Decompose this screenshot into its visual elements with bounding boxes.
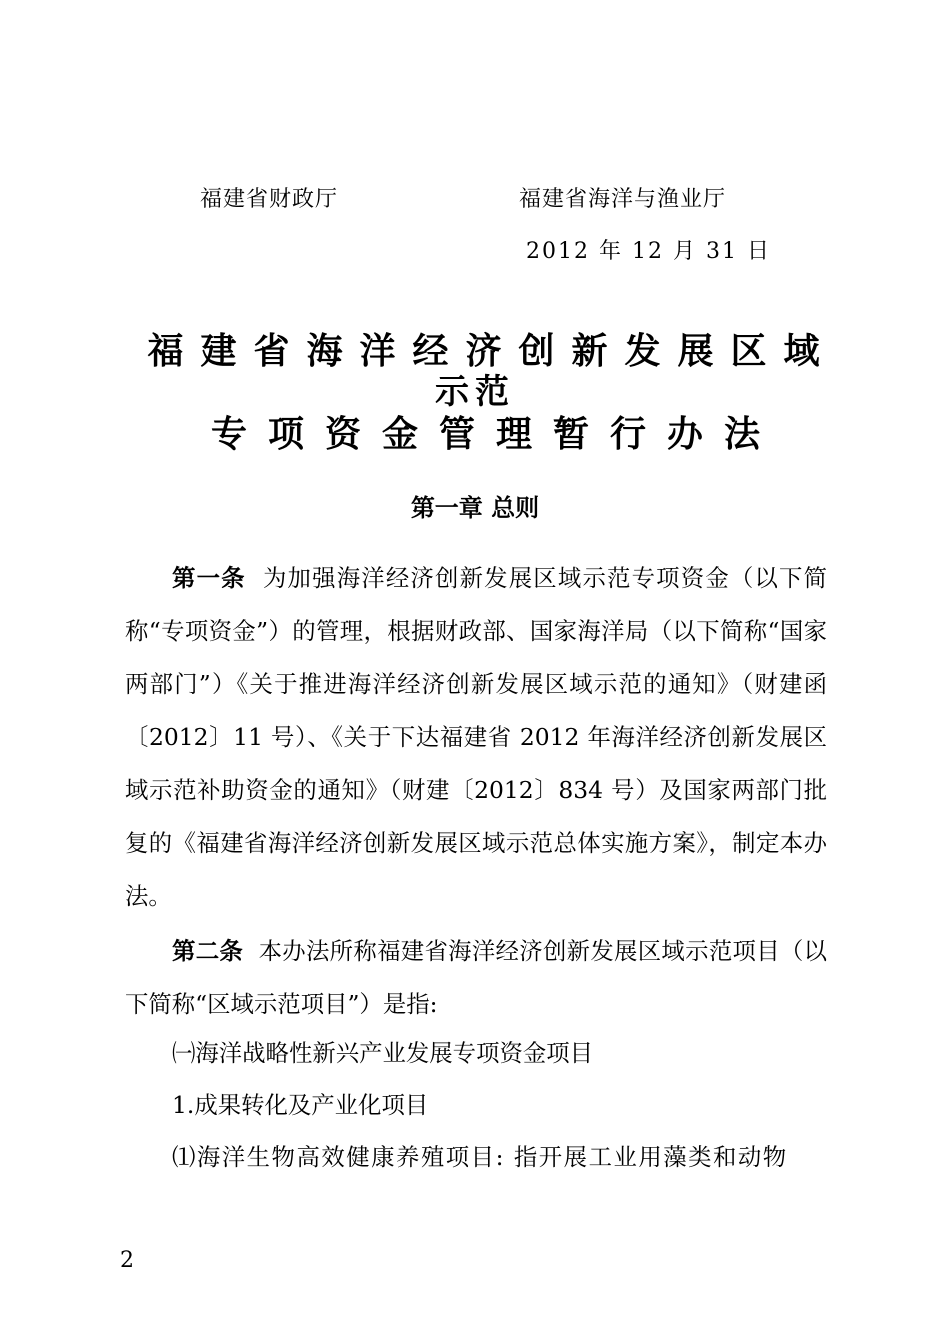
- list-item-category: ㈠海洋战略性新兴产业发展专项资金项目: [172, 1039, 594, 1067]
- issuer-finance-department: 福建省财政厅: [200, 187, 339, 212]
- issuer-ocean-fisheries-department: 福建省海洋与渔业厅: [519, 187, 727, 212]
- list-item-subcategory: 1.成果转化及产业化项目: [172, 1091, 429, 1119]
- article-2-text: 本办法所称福建省海洋经济创新发展区域示范项目（以下简称“区域示范项目”）是指:: [125, 937, 827, 1018]
- article-1-label: 第一条: [172, 564, 246, 592]
- document-title-line-2: 示范: [435, 372, 515, 412]
- article-2-paragraph: [125, 925, 827, 1031]
- chapter-heading: 第一章 总则: [410, 494, 540, 522]
- issue-date: 2012 年 12 月 31 日: [526, 239, 771, 264]
- document-title-line-1: 福建省海洋经济创新发展区域: [147, 331, 837, 372]
- document-title-line-3: 专项资金管理暂行办法: [210, 414, 781, 455]
- list-item-project: ⑴海洋生物高效健康养殖项目: 指开展工业用藻类和动物: [172, 1143, 788, 1171]
- article-1-paragraph: [125, 552, 827, 923]
- page-number: 2: [120, 1248, 134, 1273]
- article-1-text: 为加强海洋经济创新发展区域示范专项资金（以下简称“专项资金”）的管理，根据财政部、国家海洋局（以下简称“国家两部门”）《关于推进海洋经济创新发展区域示范的通知》（财建函〔2012〕11 号）、《关于下达福建省 2012 年海洋经济创新发展区域示范补助资金的通知》（财建〔2012〕834 号）及国家两部门批复的《福建省海洋经济创新发展区域示范总体实施方案》，制定本办法。: [125, 564, 828, 910]
- article-2-label: 第二条: [172, 937, 244, 965]
